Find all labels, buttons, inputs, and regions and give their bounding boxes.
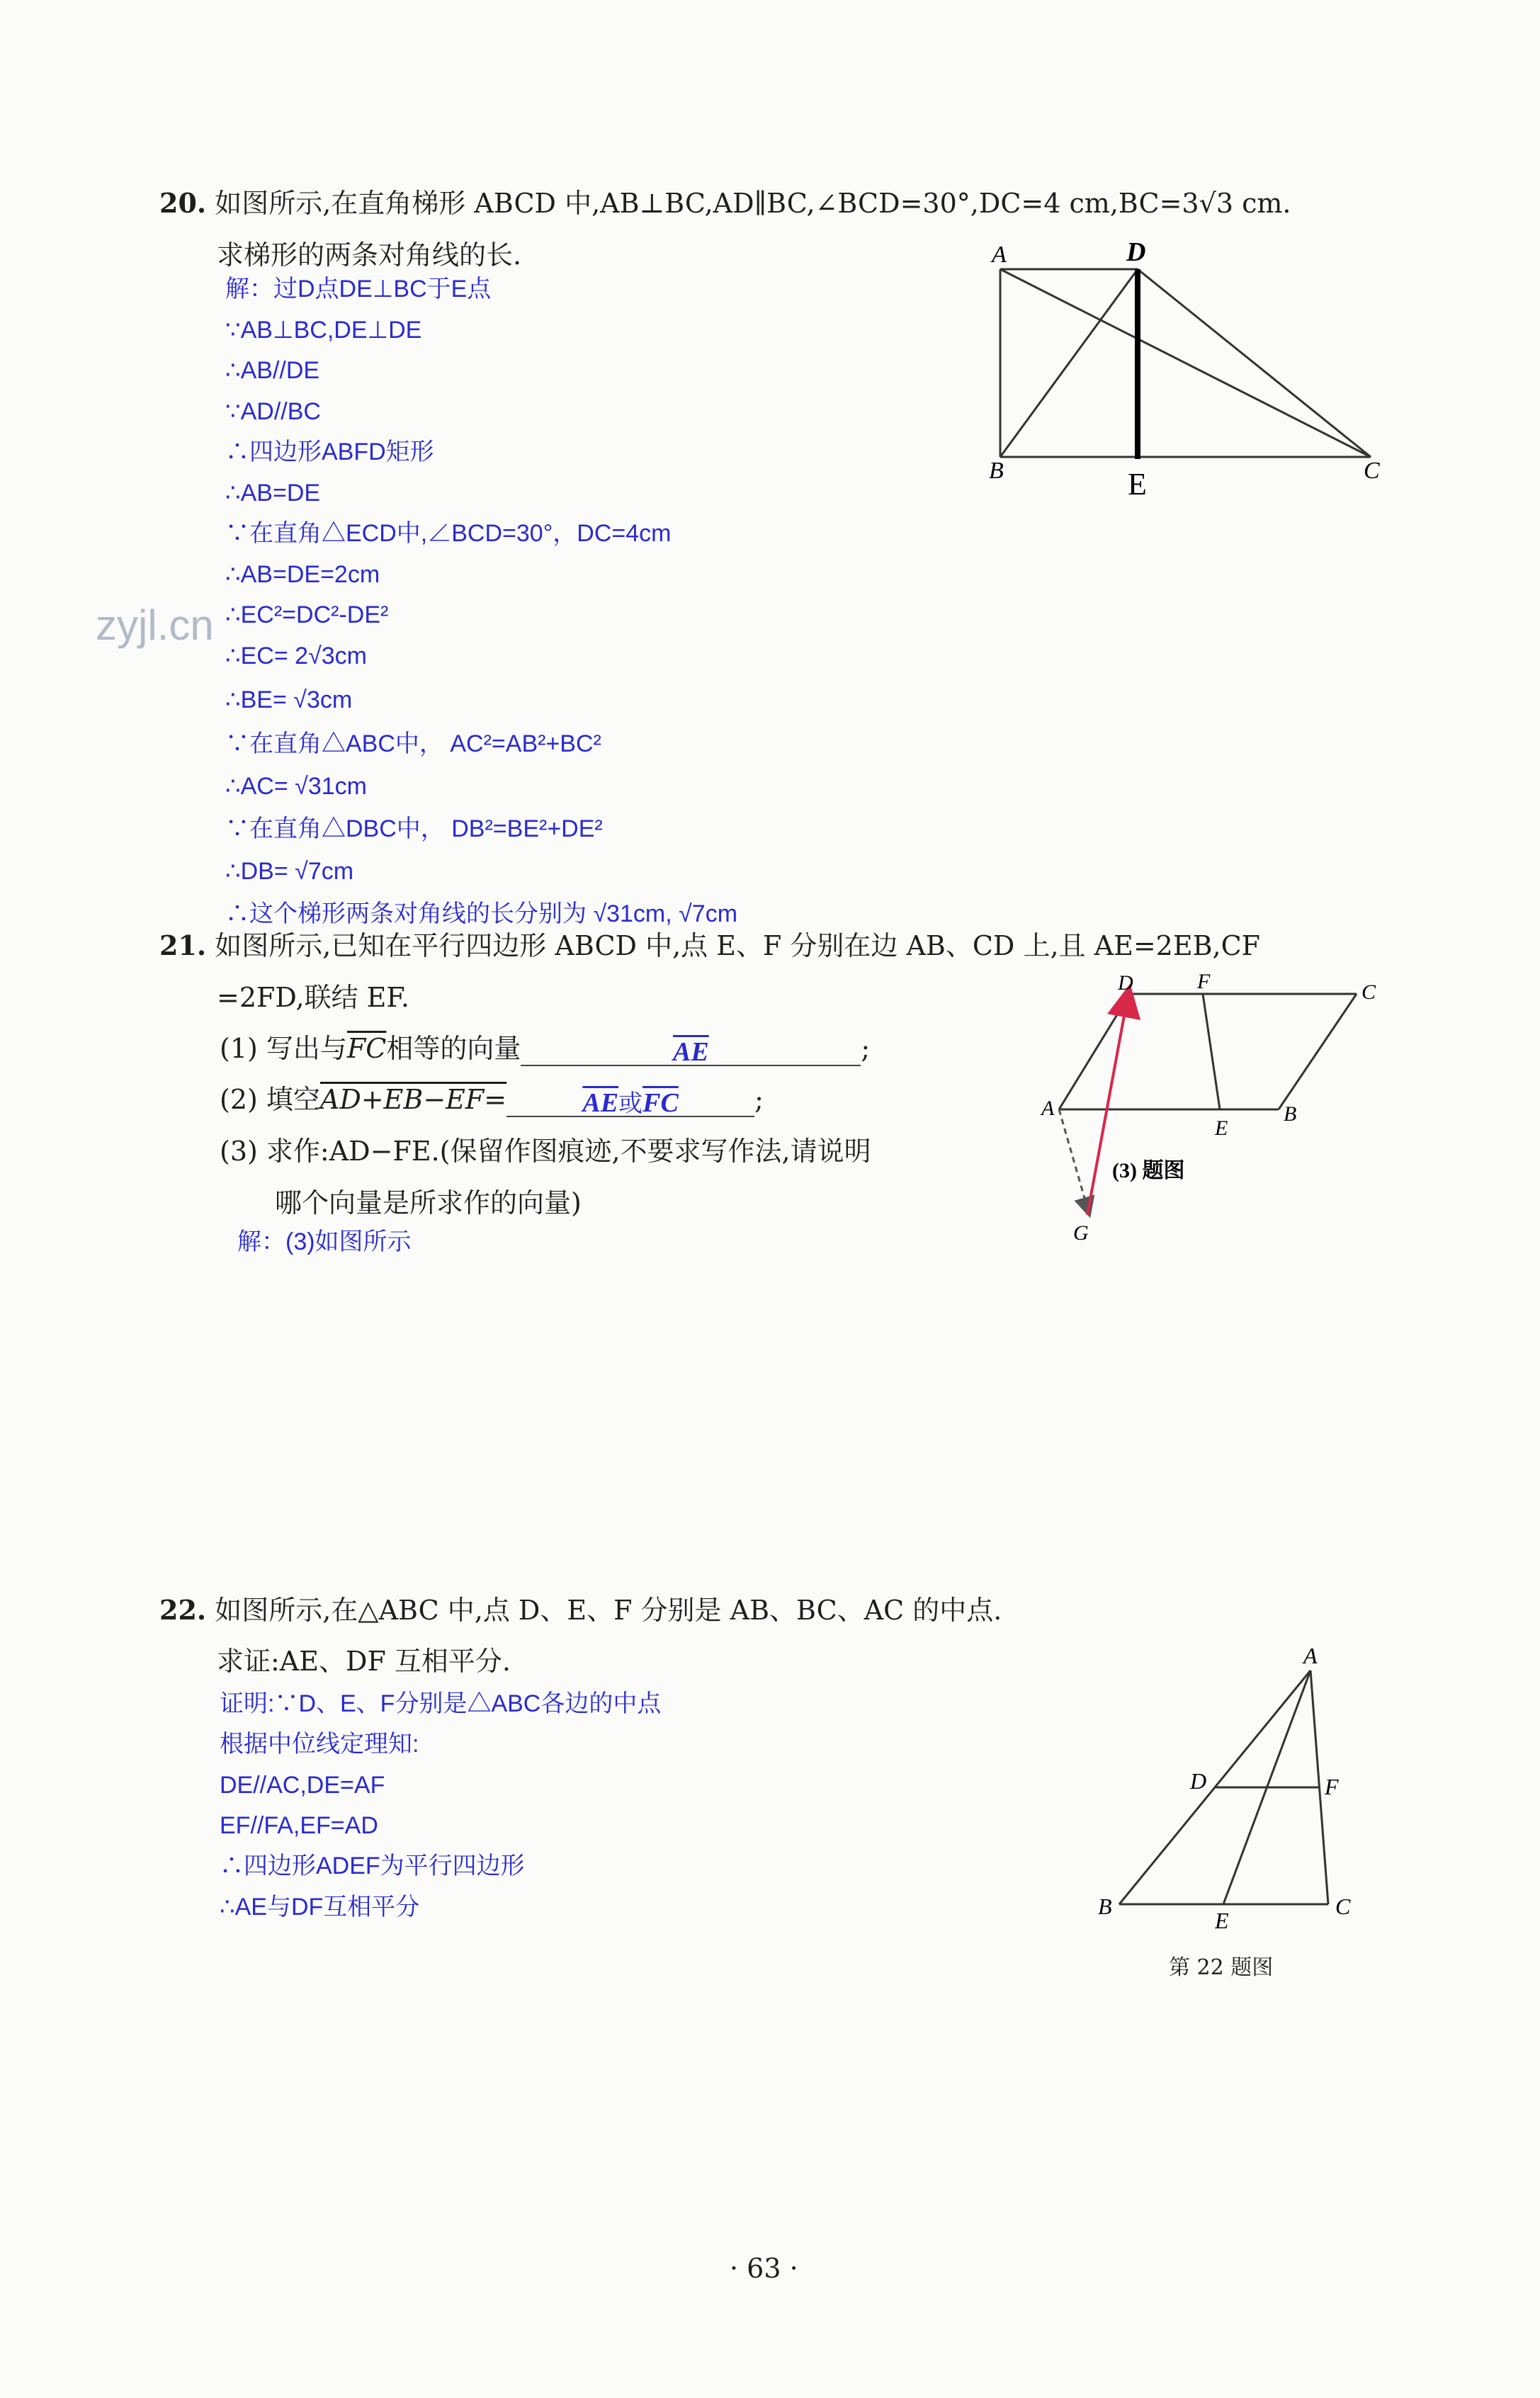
solution-line: 解：过D点DE⊥BC于E点 (225, 276, 492, 302)
label-B: B (1284, 1102, 1297, 1126)
part2-prefix: (2) 填空 (220, 1084, 320, 1115)
label-G: G (1073, 1221, 1089, 1245)
question-20-text: 如图所示,在直角梯形 ABCD 中,AB⊥BC,AD∥BC,∠BCD=30°,DC=4 cm,BC=3√3 cm. (215, 188, 1291, 219)
part2-expression: AD+EB−EF= (319, 1084, 507, 1115)
label-C: C (1364, 458, 1380, 484)
part2-answer-blank[interactable] (506, 1085, 754, 1117)
label-D: D (1190, 1768, 1207, 1794)
segment-EF (1203, 994, 1220, 1109)
figure-caption: (3) 题图 (1112, 1159, 1185, 1182)
part2-end: ; (754, 1084, 764, 1115)
diagonal-AC (1000, 269, 1371, 457)
solution-line: ∴AB//DE (225, 357, 320, 384)
label-A: A (1303, 1643, 1318, 1668)
question-21-part2 (220, 1082, 764, 1117)
part1-answer: $\overline{AE}$ (673, 1037, 709, 1067)
question-22-stem-line2: 求证:AE、DF 互相平分. (217, 1646, 511, 1677)
page-number: · 63 · (730, 2253, 798, 2284)
label-A: A (1041, 1097, 1055, 1120)
part2-answer-b: $\overline{FC}$ (642, 1088, 679, 1118)
watermark: zyjl.cn (96, 601, 214, 649)
proof-line: EF//FA,EF=AD (220, 1812, 378, 1839)
solution-line: ∴四边形ABFD矩形 (225, 439, 434, 465)
proof-line: DE//AC,DE=AF (220, 1772, 385, 1799)
proof-line: ∴AE与DF互相平分 (220, 1894, 420, 1921)
question-21-part1 (220, 1031, 870, 1066)
solution-line: ∵AD//BC (225, 398, 321, 425)
proof-line: ∴四边形ADEF为平行四边形 (220, 1853, 525, 1879)
solution-line: ∴这个梯形两条对角线的长分别为 √31cm, √7cm (225, 900, 738, 927)
question-21-text: 如图所示,已知在平行四边形 ABCD 中,点 E、F 分别在边 AB、CD 上,且 AE=2EB,CF (215, 930, 1261, 961)
question-21-stem-line2: =2FD,联结 EF. (217, 982, 409, 1013)
label-D: D (1126, 237, 1146, 267)
proof-line: 根据中位线定理知: (220, 1731, 419, 1758)
part1-end: ; (861, 1033, 871, 1064)
label-D: D (1118, 971, 1133, 995)
solution-line: ∵在直角△ECD中,∠BCD=30°，DC=4cm (225, 520, 672, 547)
solution-line: ∴BE= √3cm (225, 686, 353, 713)
part1-answer-blank[interactable] (521, 1034, 861, 1066)
solution-line: ∵在直角△ABC中， AC²=AB²+BC² (225, 730, 601, 757)
label-E: E (1128, 467, 1147, 502)
segment-AD (1059, 994, 1130, 1109)
question-20-number: 20. (159, 187, 207, 219)
label-C: C (1335, 1894, 1351, 1919)
parallelogram-figure (1034, 971, 1417, 1254)
part2-answer-or: 或 (618, 1090, 643, 1117)
question-22-stem-line1 (159, 1593, 1002, 1628)
solution-line: ∴EC²=DC²-DE² (225, 601, 389, 628)
question-21-number: 21. (159, 929, 207, 961)
question-20-stem-line2: 求梯形的两条对角线的长. (217, 239, 522, 271)
question-22-number: 22. (159, 1594, 207, 1626)
figure-22-caption: 第 22 题图 (1169, 1955, 1274, 1980)
part1-prefix: (1) 写出与 (220, 1033, 347, 1064)
question-20-stem-line1 (159, 186, 1291, 221)
part1-suffix: 相等的向量 (386, 1033, 521, 1064)
label-B: B (989, 458, 1004, 484)
question-21-stem-line1 (159, 928, 1260, 963)
solution-line: ∴DB= √7cm (225, 858, 354, 885)
proof-line: 证明:∵D、E、F分别是△ABC各边的中点 (220, 1690, 662, 1717)
diagonal-DB (1000, 269, 1138, 457)
label-F: F (1197, 971, 1211, 993)
solution-line: ∴EC= 2√3cm (225, 643, 367, 669)
solution-line: ∵在直角△DBC中， DB²=BE²+DE² (225, 815, 603, 842)
question-22-text: 如图所示,在△ABC 中,点 D、E、F 分别是 AB、BC、AC 的中点. (215, 1595, 1002, 1626)
segment-DC (1138, 269, 1371, 457)
vector-AG (1059, 1109, 1087, 1208)
label-A: A (992, 242, 1007, 268)
label-E: E (1215, 1116, 1228, 1140)
solution-line: ∴AB=DE (225, 480, 321, 507)
label-B: B (1098, 1894, 1112, 1919)
segment-BC (1279, 994, 1357, 1109)
triangle-figure (1084, 1636, 1381, 1934)
solution-line: ∴AB=DE=2cm (225, 561, 380, 588)
part2-answer-a: $\overline{AE}$ (582, 1088, 619, 1118)
question-21-solution: 解：(3)如图所示 (237, 1228, 412, 1255)
question-21-part3-line2: 哪个向量是所求作的向量) (275, 1187, 582, 1218)
label-E: E (1215, 1908, 1229, 1933)
solution-line: ∵AB⊥BC,DE⊥DE (225, 317, 422, 344)
solution-line: ∴AC= √31cm (225, 773, 367, 800)
question-21-part3-line1: (3) 求作:AD−FE.(保留作图痕迹,不要求写作法,请说明 (220, 1136, 871, 1167)
label-C: C (1361, 980, 1376, 1004)
vector-FC: $\overline{FC}$ (346, 1033, 387, 1064)
trapezoid-figure (978, 234, 1403, 517)
label-F: F (1325, 1774, 1339, 1799)
